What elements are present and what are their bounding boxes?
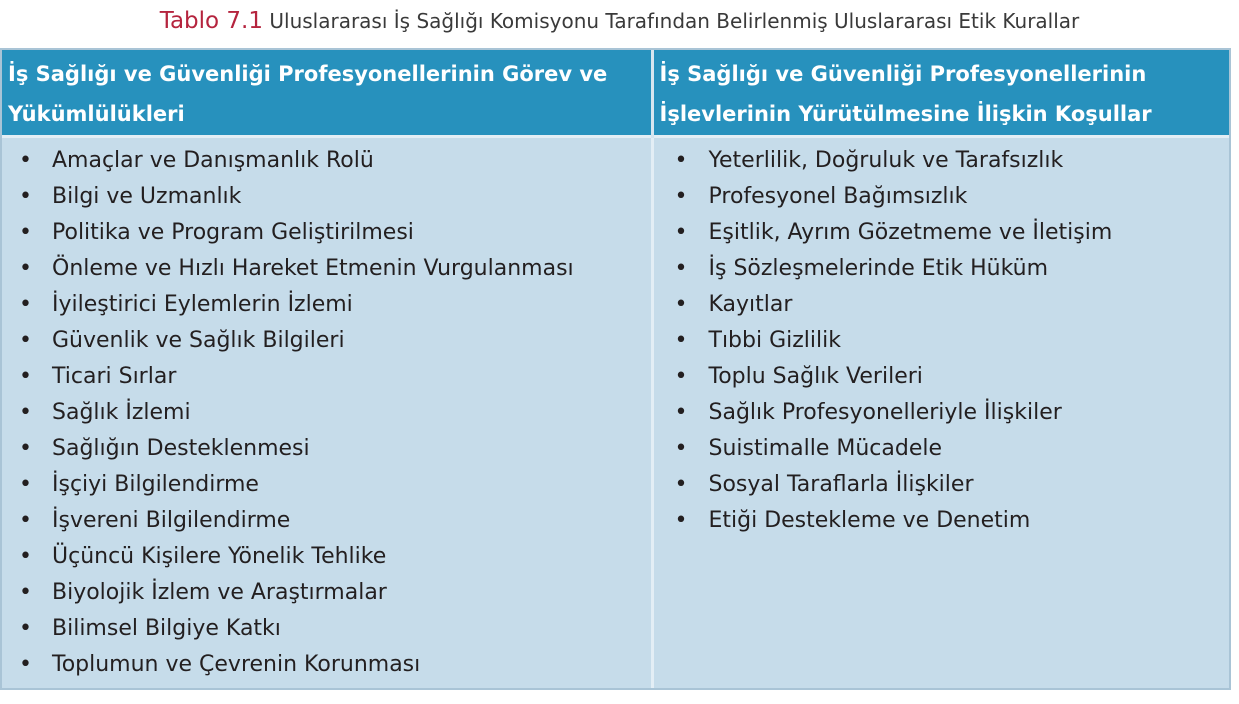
bullet-icon: • (19, 255, 32, 281)
list-item-text: Politika ve Program Geliştirilmesi (52, 219, 414, 245)
bullet-icon: • (19, 327, 32, 353)
list-item (654, 287, 1230, 323)
list-item-text: Etiği Destekleme ve Denetim (708, 507, 1031, 533)
conditions-cell (652, 136, 1229, 688)
list-item (2, 323, 651, 359)
list-item (654, 431, 1230, 467)
body-row (2, 136, 1229, 688)
bullet-icon: • (19, 615, 32, 641)
bullet-icon: • (674, 435, 688, 461)
list-item-text: Sosyal Taraflarla İlişkiler (708, 471, 974, 497)
list-item-text: Suistimalle Mücadele (708, 435, 943, 461)
list-item (654, 143, 1230, 179)
bullet-icon: • (19, 147, 32, 173)
bullet-icon: • (19, 363, 32, 389)
list-item (654, 503, 1230, 539)
table-caption (0, 8, 1239, 34)
bullet-icon: • (674, 183, 688, 209)
header-row (2, 50, 1229, 136)
list-item (2, 431, 651, 467)
list-item-text: Üçüncü Kişilere Yönelik Tehlike (52, 543, 387, 569)
list-item (2, 467, 651, 503)
bullet-icon: • (19, 651, 32, 677)
bullet-icon: • (674, 471, 688, 497)
bullet-icon: • (674, 255, 688, 281)
bullet-icon: • (674, 147, 688, 173)
bullet-icon: • (674, 507, 688, 533)
header-duties: İş Sağlığı ve Güvenliği Profesyonellerinin Görev ve Yükümlülükleri (2, 50, 652, 136)
list-item-text: Amaçlar ve Danışmanlık Rolü (52, 147, 374, 173)
list-item-text: Ticari Sırlar (52, 363, 177, 389)
list-item (2, 503, 651, 539)
list-item-text: Toplu Sağlık Verileri (708, 363, 923, 389)
list-item (2, 395, 651, 431)
list-item-text: Sağlığın Desteklenmesi (52, 435, 310, 461)
list-item (654, 215, 1230, 251)
list-item-text: Eşitlik, Ayrım Gözetmeme ve İletişim (708, 219, 1113, 245)
list-item (654, 467, 1230, 503)
bullet-icon: • (19, 291, 32, 317)
list-item-text: Sağlık İzlemi (52, 399, 191, 425)
duties-cell (2, 136, 652, 688)
bullet-icon: • (19, 219, 32, 245)
list-item (2, 179, 651, 215)
bullet-icon: • (19, 471, 32, 497)
header-conditions: İş Sağlığı ve Güvenliği Profesyonellerinin İşlevlerinin Yürütülmesine İlişkin Koşullar (652, 50, 1229, 136)
bullet-icon: • (19, 183, 32, 209)
list-item (2, 647, 651, 683)
bullet-icon: • (19, 579, 32, 605)
bullet-icon: • (674, 363, 688, 389)
list-item-text: Bilimsel Bilgiye Katkı (52, 615, 281, 641)
list-item (2, 251, 651, 287)
bullet-icon: • (19, 507, 32, 533)
list-item (2, 359, 651, 395)
list-item-text: Toplumun ve Çevrenin Korunması (52, 651, 421, 677)
bullet-icon: • (19, 399, 32, 425)
list-item-text: Tıbbi Gizlilik (708, 327, 841, 353)
list-item (2, 287, 651, 323)
list-item (654, 359, 1230, 395)
list-item (654, 395, 1230, 431)
list-item-text: Bilgi ve Uzmanlık (52, 183, 242, 209)
list-item (2, 575, 651, 611)
bullet-icon: • (674, 327, 688, 353)
caption-text: Uluslararası İş Sağlığı Komisyonu Tarafından Belirlenmiş Uluslararası Etik Kurallar (269, 9, 1080, 33)
list-item-text: Önleme ve Hızlı Hareket Etmenin Vurgulanması (52, 255, 574, 281)
conditions-list (654, 138, 1230, 539)
bullet-icon: • (674, 219, 688, 245)
list-item-text: Güvenlik ve Sağlık Bilgileri (52, 327, 345, 353)
list-item-text: İşvereni Bilgilendirme (52, 507, 291, 533)
list-item (654, 251, 1230, 287)
list-item-text: Biyolojik İzlem ve Araştırmalar (52, 579, 387, 605)
list-item (654, 323, 1230, 359)
table-grid (2, 50, 1229, 688)
list-item-text: İşçiyi Bilgilendirme (52, 471, 259, 497)
caption-label: Tablo 7.1 (159, 8, 264, 34)
bullet-icon: • (674, 291, 688, 317)
list-item (2, 143, 651, 179)
bullet-icon: • (19, 435, 32, 461)
list-item-text: Yeterlilik, Doğruluk ve Tarafsızlık (708, 147, 1064, 173)
list-item-text: İş Sözleşmelerinde Etik Hüküm (708, 255, 1049, 281)
list-item-text: Sağlık Profesyonelleriyle İlişkiler (708, 399, 1062, 425)
list-item-text: Profesyonel Bağımsızlık (708, 183, 968, 209)
list-item (2, 539, 651, 575)
duties-list (2, 138, 651, 683)
bullet-icon: • (19, 543, 32, 569)
list-item-text: İyileştirici Eylemlerin İzlemi (52, 291, 353, 317)
bullet-icon: • (674, 399, 688, 425)
ethics-table (0, 48, 1231, 690)
list-item-text: Kayıtlar (708, 291, 793, 317)
list-item (2, 215, 651, 251)
list-item (2, 611, 651, 647)
list-item (654, 179, 1230, 215)
